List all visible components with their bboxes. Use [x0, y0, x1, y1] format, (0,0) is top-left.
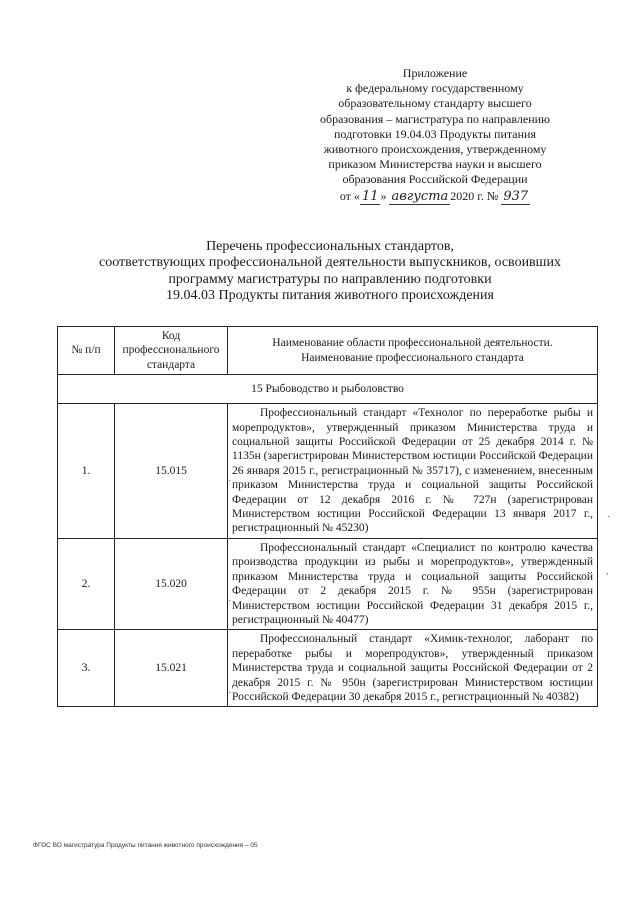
header-name	[228, 327, 598, 375]
header-num: № п/п	[58, 327, 115, 375]
appendix-line: образования Российской Федерации	[342, 172, 528, 187]
handwritten-day: 11	[361, 188, 379, 204]
title-line: программу магистратуры по направлению подготовки	[168, 271, 492, 287]
page-footer: ФГОС ВО магистратура Продукты питания животного происхождения – 05	[33, 842, 258, 849]
year-text: 2020 г. №	[450, 188, 499, 203]
handwritten-order-number: 937	[503, 188, 529, 204]
appendix-line: к федеральному государственному	[346, 81, 524, 96]
title-line: 19.04.03 Продукты питания животного происхождения	[166, 288, 494, 304]
appendix-line: подготовки 19.04.03 Продукты питания	[334, 126, 536, 141]
row-name: Профессиональный стандарт «Технолог по переработке рыбы и морепродуктов», утвержденный приказом Министерства труда и социальной защиты Российской Федерации от 25 декабря 2014 г. № 1135н (зарегистрирован Министерством юстиции Российской Федерации 26 января 2015 г., регистрационный № 35717), с изменением, внесенным приказом Министерства труда и социальной защиты Российской Федерации от 12 декабря 2016 г. № 727н (зарегистрирован Министерством юстиции Российской Федерации 13 января 2017 г., регистрационный № 45230)	[228, 404, 598, 539]
scan-speck: ,	[606, 566, 609, 577]
table-row	[58, 630, 598, 707]
appendix-block	[320, 66, 550, 204]
row-num: 2.	[58, 538, 115, 629]
appendix-line: Приложение	[402, 66, 468, 80]
title-line: Перечень профессиональных стандартов,	[206, 239, 454, 254]
appendix-line: приказом Министерства науки и высшего	[328, 157, 542, 172]
scan-speck: ·	[228, 596, 232, 607]
header-code: Код профессионального стандарта	[115, 327, 228, 375]
table-row	[58, 404, 598, 539]
section-row	[58, 375, 598, 404]
date-prefix: от «	[339, 188, 360, 203]
standards-table	[57, 326, 598, 707]
row-num: 3.	[58, 630, 115, 707]
row-name: Профессиональный стандарт «Химик-технолог, лаборант по переработке рыбы и морепродуктов», утвержденный приказом Министерства труда и социальной защиты Российской Федерации от 2 декабря 2015 г. № 950н (зарегистрирован Министерством юстиции Российской Федерации 30 декабря 2015 г., регистрационный № 40382)	[228, 630, 598, 707]
appendix-line: животного происхождения, утвержденному	[323, 142, 547, 157]
header-name-line1: Наименование области профессиональной деятельности.	[272, 337, 553, 350]
scan-speck: ·	[607, 512, 611, 523]
header-name-line2: Наименование профессионального стандарта	[301, 351, 524, 364]
row-name: Профессиональный стандарт «Специалист по контролю качества производства продукции из рыбы и морепродуктов», утвержденный приказом Министерства труда и социальной защиты Российской Федерации от 2 декабря 2015 г. № 955н (зарегистрирован Министерством юстиции Российской Федерации 31 декабря 2015 г., регистрационный № 40477)	[228, 538, 598, 629]
row-num: 1.	[58, 404, 115, 539]
row-code: 15.020	[115, 538, 228, 629]
table-header-row	[58, 327, 598, 375]
handwritten-month: августа	[391, 188, 449, 204]
document-title	[40, 239, 620, 305]
row-code: 15.015	[115, 404, 228, 539]
scan-speck: ·	[228, 688, 232, 699]
appendix-line: образовательному стандарту высшего	[338, 96, 532, 111]
section-title: 15 Рыбоводство и рыболовство	[58, 375, 598, 404]
table-row	[58, 538, 598, 629]
date-mid: »	[380, 188, 387, 203]
title-line: соответствующих профессиональной деятельности выпускников, освоивших	[99, 255, 561, 271]
appendix-line: образования – магистратура по направлению	[320, 111, 551, 126]
row-code: 15.021	[115, 630, 228, 707]
scan-speck: ·	[228, 476, 232, 487]
order-date-line	[320, 189, 550, 204]
